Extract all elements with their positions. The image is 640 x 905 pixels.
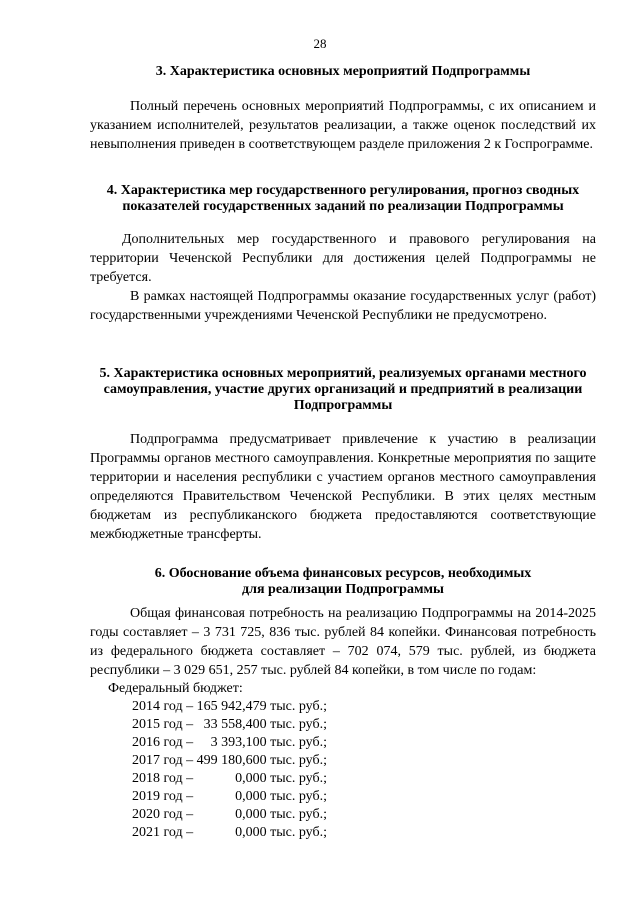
- section-5: [90, 366, 596, 544]
- section-3-heading: 3. Характеристика основных мероприятий Подпрограммы: [155, 64, 531, 79]
- section-5-paragraph-1: Подпрограмма предусматривает привлечение к участию в реализации Программы органов местного самоуправления. Конкретные мероприятия по защите территории и населения республики с участием органов местного самоуправления определяются Правительством Чеченской Республики. В этих целях местным бюджетам из республиканского бюджета предоставляются соответствующие межбюджетные трансферты.: [90, 432, 596, 542]
- section-3-paragraph-1: Полный перечень основных мероприятий Подпрограммы, с их описанием и указанием исполнителей, результатов реализации, а также оценок последствий их невыполнения приведен в соответствующем разделе приложения 2 к Госпрограмме.: [90, 99, 596, 152]
- budget-row: 2015 год – 33 558,400 тыс. руб.;: [132, 717, 327, 732]
- section-5-heading: 5. Характеристика основных мероприятий, реализуемых органами местного самоуправления, участие других организаций и предприятий в реализации Подпрограммы: [99, 366, 587, 413]
- section-6-heading-line-1: 6. Обоснование объема финансовых ресурсов, необходимых: [154, 566, 532, 581]
- budget-row: 2018 год – 0,000 тыс. руб.;: [132, 771, 327, 786]
- section-6-heading-line-2: для реализации Подпрограммы: [242, 582, 444, 597]
- section-6-paragraph-1: Общая финансовая потребность на реализацию Подпрограммы на 2014-2025 годы составляет – 3 731 725, 836 тыс. рублей 84 копейки. Финансовая потребность из федерального бюджета составляет – 702 074, 579 тыс. рублей, из бюджета республики – 3 029 651, 257 тыс. рублей 84 копейки, в том числе по годам:: [90, 606, 596, 678]
- budget-row: 2016 год – 3 393,100 тыс. руб.;: [132, 735, 327, 750]
- section-6: [90, 566, 596, 842]
- page-number: 28: [313, 36, 327, 51]
- budget-row: 2021 год – 0,000 тыс. руб.;: [132, 825, 327, 840]
- federal-budget-list: [90, 698, 596, 842]
- budget-row: 2019 год – 0,000 тыс. руб.;: [132, 789, 327, 804]
- section-4: [90, 183, 596, 325]
- section-3: [90, 64, 596, 154]
- budget-row: 2014 год – 165 942,479 тыс. руб.;: [132, 699, 327, 714]
- section-4-paragraph-1: Дополнительных мер государственного и правового регулирования на территории Чеченской Республики для достижения целей Подпрограммы не требуется.: [90, 232, 596, 285]
- section-4-heading: 4. Характеристика мер государственного регулирования, прогноз сводных показателей государственных заданий по реализации Подпрограммы: [106, 183, 580, 214]
- budget-row: 2017 год – 499 180,600 тыс. руб.;: [132, 753, 327, 768]
- section-6-heading: [90, 566, 596, 598]
- section-4-paragraph-2: В рамках настоящей Подпрограммы оказание государственных услуг (работ) государственными учреждениями Чеченской Республики не предусмотрено.: [90, 289, 596, 323]
- budget-row: 2020 год – 0,000 тыс. руб.;: [132, 807, 327, 822]
- federal-budget-label: Федеральный бюджет:: [108, 681, 243, 696]
